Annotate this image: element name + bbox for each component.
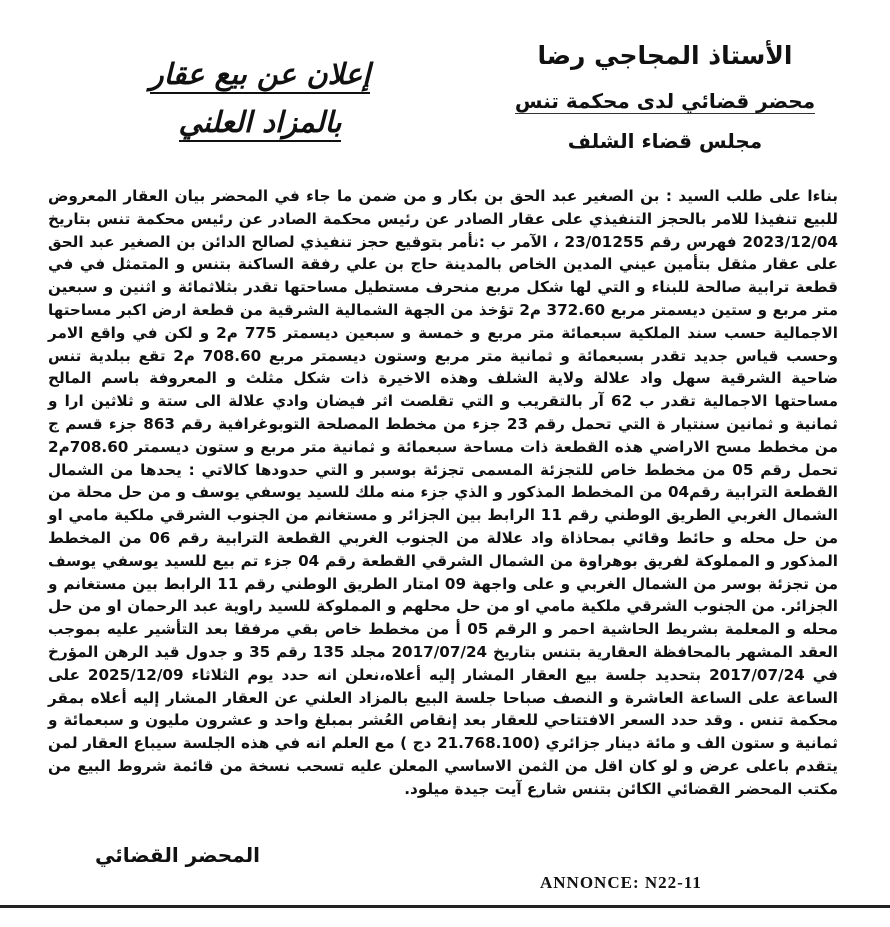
bailiff-title: محضر قضائي لدى محكمة تنس xyxy=(514,89,816,113)
bailiff-header xyxy=(500,38,830,158)
title-line-1: إعلان عن بيع عقار xyxy=(110,50,410,98)
bailiff-name: الأستاذ المجاجي رضا xyxy=(537,41,793,70)
announcement-body xyxy=(48,185,838,801)
judicial-council: مجلس قضاء الشلف xyxy=(567,129,763,153)
signature: المحضر القضائي xyxy=(94,843,260,867)
body-paragraph: بناءا على طلب السيد : بن الصغير عبد الحق بن بكار و من ضمن ما جاء في المحضر بيان العقار المعروض للبيع تنفيذا للامر بالحجز التنفيذي على عقار الصادر عن رئيس محكمة الصادر عن رئيس محكمة تنس بتاريخ 2023/12/04 فهرس رقم 23/01255 ، الآمر ب :نأمر بتوقيع حجز تنفيذي لصالح الدائن بن الصغير عبد الحق على عقار مثقل بتأمين عيني المدين الخاص بالمدينة حاج بن علي رفقة الساكنة بتنس و المتمثل في في قطعة ترابية صالحة للبناء و التي لها شكل مربع منحرف مستطيل مساحتها تقدر بثلاثمائة و اثنين و سبعين متر مربع و ستين ديسمتر مربع 372.60 م2 تؤخذ من الجهة الشمالية الشرقية من قطعة ارض اكبر مساحتها الاجمالية حسب سند الملكية سبعمائة متر مربع و خمسة و سبعين ديسمتر 775 م2 و لكن في واقع الامر وحسب قياس جديد تقدر بسبعمائة و ثمانية متر مربع وستون ديسمتر مربع 708.60 م2 تقع ببلدية تنس ضاحية الشرقية سهل واد علالة ولاية الشلف وهذه الاخيرة ذات شكل مثلث و المعروفة باسم المالح مساحتها الاجمالية تقدر ب 62 آر بالتقريب و التي تقلصت اثر فيضان وادي علالة الى ستة و ثلاثين ارا و ثمانية و ثمانين سنتيار ة التي تحمل رقم 23 جزء من مخطط المصلحة التوبوغرافية رقم 863 جزء قسم ج من مخطط مسح الاراضي هذه القطعة ذات مساحة سبعمائة و ثمانية متر مربع و ستون ديسمتر 708.60م2 تحمل رقم 05 من مخطط خاص للتجزئة المسمى تجزئة بوسبر و التي حدودها كالاتي : يحدها من الشمال القطعة الترابية رقم04 من المخطط المذكور و الذي جزء منه ملك للسيد يوسفي يوسف و من حل محلة من الشمال الغربي الطريق الوطني رقم 11 الرابط بين الجزائر و مستغانم من الجنوب الشرقي ملكية مامي او من حل محله و حائط وقائي بمحاذاة واد علالة من الجنوب الغربي القطعة الترابية رقم 06 من المخطط المذكور و المملوكة لفريق بوهراوة من الشمال الشرقي القطعة رقم 04 جزء تم بيع للسيد يوسفي يوسف من تجزئة بوسر من الشمال الغربي و على واجهة 09 امتار الطريق الوطني رقم 11 الرابط بين مستغانم و الجزائر. من الجنوب الشرقي ملكية مامي او من حل محلهم و المملوكة للسيد راوية عبد الرحمان او من حل محله و المعلمة بشريط الحاشية احمر و الرقم 05 أ من مخطط خاص بقي مرفقا بعد التأشير عليه بموجب العقد المشهر بالمحافظة العقارية بتنس بتاريخ 2017/07/24 مجلد 135 رقم 35 و جدول قيد الرهن المؤرخ في 2017/07/24 بتحديد جلسة بيع العقار المشار إليه أعلاه،نعلن انه حدد يوم الثلاثاء 2025/12/09 على الساعة على الساعة العاشرة و النصف صباحا جلسة البيع بالمزاد العلني عن العقار المشار إليه أعلاه بمقر محكمة تنس . وقد حدد السعر الافتتاحي للعقار بعد إنقاص العُشر بمبلغ واحد و عشرون مليون و سبعمائة و ثمانية و ستون الف و مائة دينار جزائري (21.768.100 دج ) مع العلم انه في هذه الجلسة سيباع العقار لمن يتقدم باعلى عرض و لو كان اقل من الثمن الاساسي المعلن عليه تسحب نسخة من قائمة شروط البيع من مكتب المحضر القضائي الكائن بتنس شارع آيت جيدة ميلود. xyxy=(48,187,839,798)
bottom-divider xyxy=(0,905,890,908)
title-line-2: بالمزاد العلني xyxy=(110,98,410,146)
announcement-title xyxy=(110,50,410,146)
annonce-number: ANNONCE: N22-11 xyxy=(540,873,702,892)
